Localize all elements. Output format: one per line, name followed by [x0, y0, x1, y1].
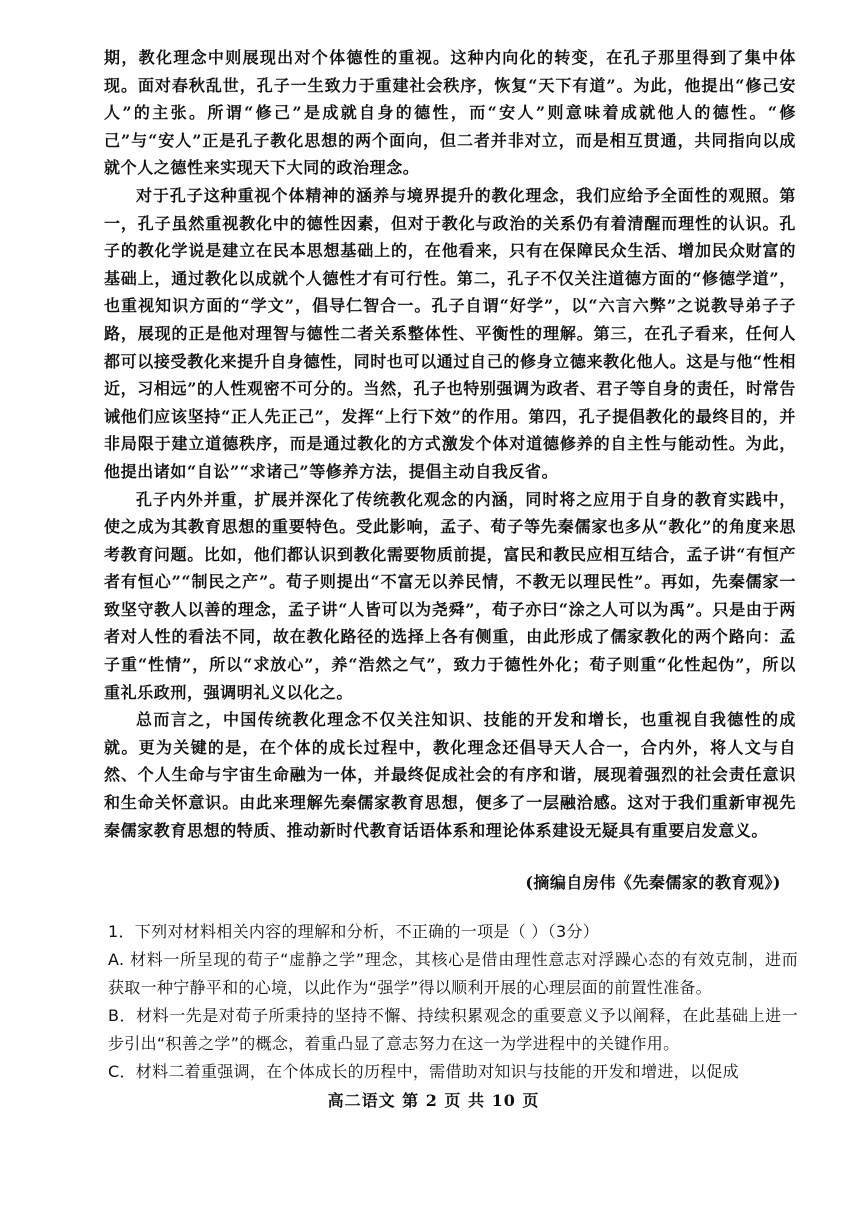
- question-stem: 1．下列对材料相关内容的理解和分析，不正确的一项是（ ）（3分）: [108, 922, 600, 941]
- question-block: [108, 918, 798, 1086]
- paragraph: 孔子内外并重，扩展并深化了传统教化观念的内涵，同时将之应用于自身的教育实践中，使之成为其教育思想的重要特色。受此影响，孟子、荀子等先秦儒家也多从“教化”的角度来思考教育问题。比如，他们都认识到教化需要物质前提，富民和教民应相互结合，孟子讲“有恒产者有恒心”“制民之产”。荀子则提出“不富无以养民情，不教无以理民性”。再如，先秦儒家一致坚守教人以善的理念，孟子讲“人皆可以为尧舜”，荀子亦曰“涂之人可以为禹”。只是由于两者对人性的看法不同，故在教化路径的选择上各有侧重，由此形成了儒家教化的两个路向：孟子重“性情”，所以“求放心”，养“浩然之气”，致力于德性外化；荀子则重“化性起伪”，所以重礼乐政刑，强调明礼义以化之。: [104, 489, 796, 702]
- option-a: A. 材料一所呈现的荀子“虚静之学”理念，其核心是借由理性意志对浮躁心态的有效克制，进而获取一种宁静平和的心境，以此作为“强学”得以顺利开展的心理层面的前置性准备。: [108, 950, 798, 997]
- page-footer: 高二语文 第 2 页 共 10 页: [327, 1091, 540, 1110]
- paragraph: 对于孔子这种重视个体精神的涵养与境界提升的教化理念，我们应给予全面性的观照。第一，孔子虽然重视教化中的德性因素，但对于教化与政治的关系仍有着清醒而理性的认识。孔子的教化学说是建立在民本思想基础上的，在他看来，只有在保障民众生活、增加民众财富的基础上，通过教化以成就个人德性才有可行性。第二，孔子不仅关注道德方面的“修德学道”，也重视知识方面的“学文”，倡导仁智合一。孔子自谓“好学”，以“六言六弊”之说教导弟子子路，展现的正是他对理智与德性二者关系整体性、平衡性的理解。第三，在孔子看来，任何人都可以接受教化来提升自身德性，同时也可以通过自己的修身立德来教化他人。这是与他“性相近，习相远”的人性观密不可分的。当然，孔子也特别强调为政者、君子等自身的责任，时常告诫他们应该坚持“正人先正己”，发挥“上行下效”的作用。第四，孔子提倡教化的最终目的，并非局限于建立道德秩序，而是通过教化的方式激发个体对道德修养的自主性与能动性。为此，他提出诸如“自讼”“求诸己”等修养方法，提倡主动自我反省。: [104, 185, 796, 481]
- source-citation: (摘编自房伟《先秦儒家的教育观》): [525, 873, 781, 892]
- paragraph-continued: 期，教化理念中则展现出对个体德性的重视。这种内向化的转变，在孔子那里得到了集中体现。面对春秋乱世，孔子一生致力于重建社会秩序，恢复“天下有道”。为此，他提出“修己安人”的主张。所谓“修己”是成就自身的德性，而“安人”则意味着成就他人的德性。“修己”与“安人”正是孔子教化思想的两个面向，但二者并非对立，而是相互贯通，共同指向以成就个人之德性来实现天下大同的政治理念。: [104, 48, 796, 178]
- option-b: B．材料一先是对荀子所秉持的坚持不懈、持续积累观念的重要意义予以阐释，在此基础上进一步引出“积善之学”的概念，着重凸显了意志努力在这一为学进程中的关键作用。: [108, 1006, 798, 1053]
- option-c: C．材料二着重强调，在个体成长的历程中，需借助对知识与技能的开发和增进，以促成: [108, 1062, 739, 1081]
- paragraph: 总而言之，中国传统教化理念不仅关注知识、技能的开发和增长，也重视自我德性的成就。更为关键的是，在个体的成长过程中，教化理念还倡导天人合一，合内外，将人文与自然、个人生命与宇宙生命融为一体，并最终促成社会的有序和谐，展现着强烈的社会责任意识和生命关怀意识。由此来理解先秦儒家教育思想，便多了一层融洽感。这对于我们重新审视先秦儒家教育思想的特质、推动新时代教育话语体系和理论体系建设无疑具有重要启发意义。: [104, 710, 796, 840]
- article-body: [104, 44, 796, 844]
